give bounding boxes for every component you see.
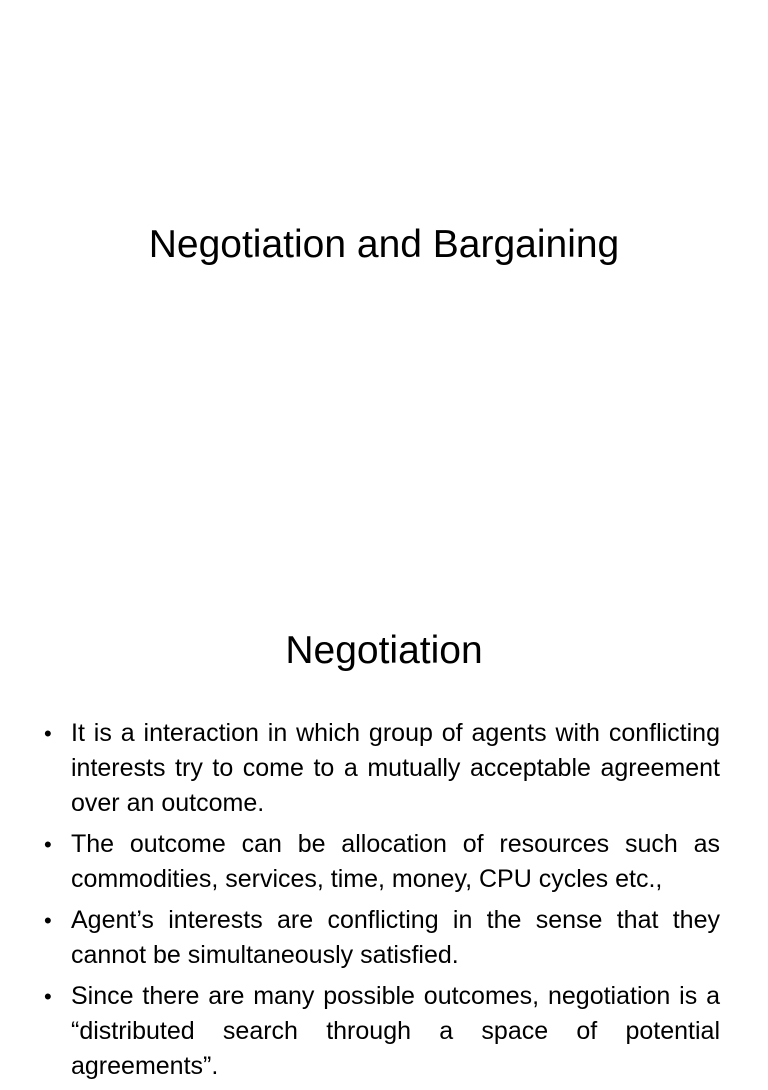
list-item <box>44 903 720 973</box>
bullet-icon: • <box>44 721 52 746</box>
slide-title: Negotiation and Bargaining <box>148 223 620 266</box>
bullet-icon: • <box>44 908 52 933</box>
bullet-text: It is a interaction in which group of agents with conflicting interests try to come to a mutually acceptable agreement over an outcome. <box>71 719 720 817</box>
list-item <box>44 979 720 1084</box>
section-heading: Negotiation <box>285 629 483 672</box>
bullet-list <box>44 716 720 1090</box>
list-item <box>44 827 720 897</box>
bullet-text: The outcome can be allocation of resources such as commodities, services, time, money, CPU cycles etc., <box>71 830 720 893</box>
bullet-text: Since there are many possible outcomes, negotiation is a “distributed search through a space of potential agreements”. <box>71 982 720 1080</box>
bullet-icon: • <box>44 984 52 1009</box>
list-item <box>44 716 720 821</box>
bullet-icon: • <box>44 832 52 857</box>
bullet-text: Agent’s interests are conflicting in the sense that they cannot be simultaneously satisfied. <box>71 906 720 969</box>
